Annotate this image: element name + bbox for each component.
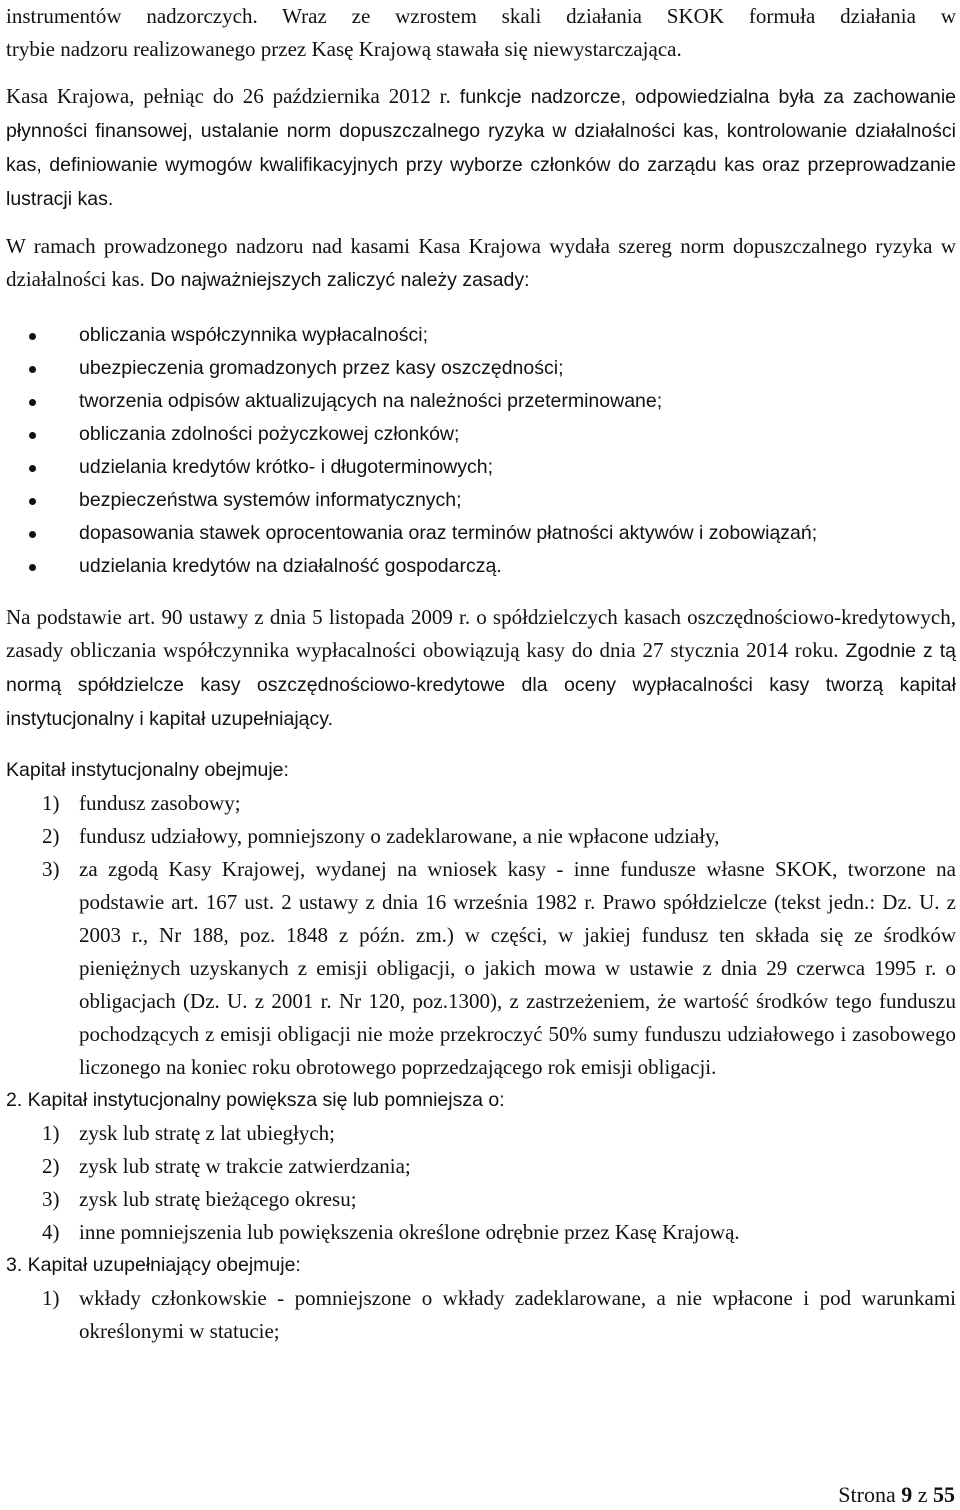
footer-z: z [917,1482,928,1507]
bullet-dot-icon [29,564,36,571]
paragraph-kasa-krajowa [6,80,956,216]
bullet-item [6,385,956,418]
kap-inst-marker: 1) [42,791,60,815]
page-footer [838,1480,955,1510]
paragraph-ramach [6,230,956,297]
bullet-text: bezpieczeństwa systemów informatycznych; [79,489,462,511]
sec2-marker: 1) [42,1121,60,1145]
kap-inst-text: fundusz udziałowy, pomniejszony o zadeklarowane, a nie wpłacone udziały, [79,824,720,848]
kap-inst-item [6,820,956,853]
sec3-item [6,1282,956,1348]
kap-inst-text: fundusz zasobowy; [79,791,241,815]
sec2-text: zysk lub stratę z lat ubiegłych; [79,1121,336,1145]
bullet-text: udzielania kredytów krótko- i długoterminowych; [79,456,494,478]
kap-inst-marker: 2) [42,824,60,848]
bullet-dot-icon [29,366,36,373]
kk-rest-text: funkcje nadzorcze, odpowiedzialna była za zachowanie płynności finansowej, ustalanie norm dopuszczalnego ryzyka w działalności kas, kontrolowanie działalności kas, definiowanie wymogów kwalifikacyjnych przy wyborze członków do zarządu kas oraz przeprowadzanie lustracji kas. [6,86,956,210]
bullet-item [6,451,956,484]
bullet-dot-icon [29,432,36,439]
sec3-list [6,1282,956,1348]
sec2-marker: 3) [42,1187,60,1211]
sec3-text: wkłady członkowskie - pomniejszone o wkłady zadeklarowane, a nie wpłacone i pod warunkami określonymi w statucie; [79,1286,956,1343]
bullet-text: ubezpieczenia gromadzonych przez kasy oszczędności; [79,357,564,379]
bullet-item [6,484,956,517]
sec2-list [6,1117,956,1249]
sec2-text: zysk lub stratę w trakcie zatwierdzania; [79,1154,411,1178]
ramach-text: W ramach prowadzonego nadzoru nad kasami Kasa Krajowa wydała szereg norm dopuszczalnego ryzyka w działalności kas. [6,234,956,291]
bullet-item [6,517,956,550]
bullet-text: obliczania współczynnika wypłacalności; [79,324,429,346]
sec2-item [6,1117,956,1150]
kap-inst-item [6,853,956,1084]
document-page [6,0,956,1348]
sec2-item [6,1183,956,1216]
bullet-item [6,352,956,385]
sec2-text: inne pomniejszenia lub powiększenia określone odrębnie przez Kasę Krajową. [79,1220,740,1244]
kk-lead-text: Kasa Krajowa, pełniąc do 26 października 2012 r. [6,84,451,108]
kap-inst-title: Kapitał instytucjonalny obejmuje: [6,759,289,781]
art90-text-a: Na podstawie art. 90 ustawy z dnia 5 listopada 2009 r. o spółdzielczych kasach oszczędnościowo-kredytowych, zasady obliczania współczynnika wypłacalności obowiązują kasy do dnia 27 stycznia 2014 roku. [6,605,956,662]
bullet-text: tworzenia odpisów aktualizujących na należności przeterminowane; [79,390,663,412]
kap-inst-marker: 3) [42,857,60,881]
sec2-title: 2. Kapitał instytucjonalny powiększa się lub pomniejsza o: [6,1089,505,1111]
ramach-sans-text: Do najważniejszych zaliczyć należy zasady: [144,269,530,291]
sec2-marker: 2) [42,1154,60,1178]
bullet-text: dopasowania stawek oprocentowania oraz terminów płatności aktywów i zobowiązań; [79,522,818,544]
kap-inst-text: za zgodą Kasy Krajowej, wydanej na wniosek kasy - inne fundusze własne SKOK, tworzone na podstawie art. 167 ust. 2 ustawy z dnia 16 września 1982 r. Prawo spółdzielcze (tekst jedn.: Dz. U. z 2003 r., Nr 188, poz. 1848 z późn. zm.) w części, w jakiej fundusz ten składa się ze środków pieniężnych uzyskanych z emisji obligacji, o jakich mowa w ustawie z dnia 29 czerwca 1995 r. o obligacjach (Dz. U. z 2001 r. Nr 120, poz.1300), z zastrzeżeniem, że wartość środków tego funduszu pochodzących z emisji obligacji nie może przekroczyć 50% sumy funduszu udziałowego i zasobowego liczonego na koniec roku obrotowego poprzedzającego rok emisji obligacji. [79,857,956,1079]
art90-text-b: Zgodnie z tą normą spółdzielcze kasy oszczędnościowo-kredytowe dla oceny wypłacalności kasy tworzą kapitał instytucjonalny i kapitał uzupełniający. [6,640,956,730]
kap-inst-list [6,787,956,1084]
bullet-dot-icon [29,531,36,538]
bullet-item [6,550,956,583]
principles-list [6,319,956,583]
sec2-text: zysk lub stratę bieżącego okresu; [79,1187,357,1211]
sec3-marker: 1) [42,1286,60,1310]
footer-page-number: 9 [901,1482,913,1507]
bullet-dot-icon [29,498,36,505]
sec2-item [6,1150,956,1183]
sec2-item [6,1216,956,1249]
sec3-title: 3. Kapitał uzupełniający obejmuje: [6,1254,301,1276]
bullet-text: udzielania kredytów na działalność gospodarczą. [79,555,502,577]
bullet-item [6,319,956,352]
paragraph-intro-line1: instrumentów nadzorczych. Wraz ze wzrostem skali działania SKOK formuła działania w [6,4,956,28]
footer-total-pages: 55 [933,1482,955,1507]
bullet-text: obliczania zdolności pożyczkowej członków; [79,423,460,445]
sec2-marker: 4) [42,1220,60,1244]
footer-strona: Strona [838,1482,896,1507]
bullet-dot-icon [29,399,36,406]
bullet-item [6,418,956,451]
bullet-dot-icon [29,333,36,340]
paragraph-intro-line2: trybie nadzoru realizowanego przez Kasę Krajową stawała się niewystarczająca. [6,37,682,61]
bullet-dot-icon [29,465,36,472]
paragraph-art90 [6,601,956,736]
kap-inst-item [6,787,956,820]
